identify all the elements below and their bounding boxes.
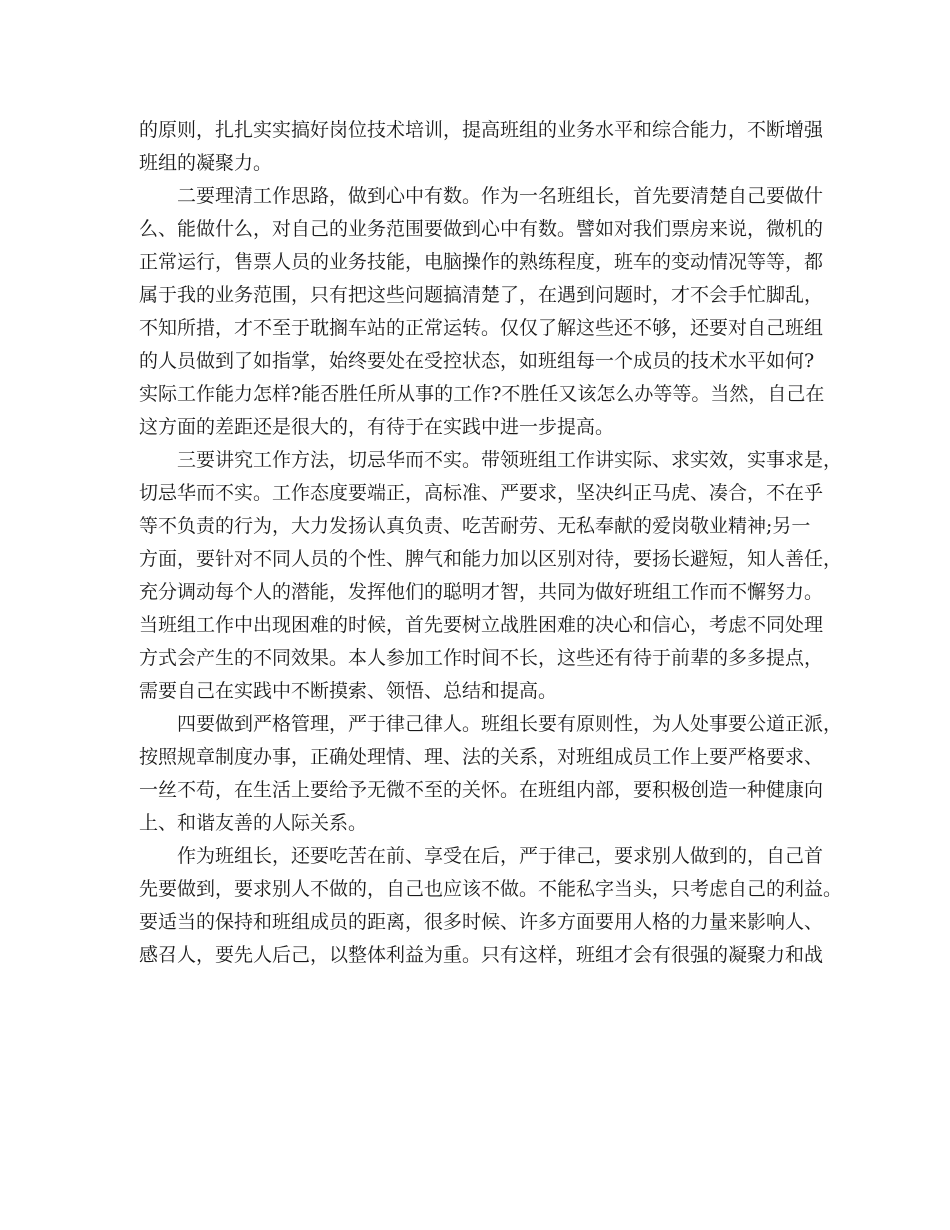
text-line: 当班组工作中出现困难的时候，首先要树立战胜困难的决心和信心，考虑不同处理	[139, 614, 824, 636]
text-line: 按照规章制度办事，正确处理情、理、法的关系，对班组成员工作上要严格要求、	[139, 746, 824, 768]
paragraph-start-line: 四要做到严格管理，严于律己律人。班组长要有原则性，为人处事要公道正派，	[177, 713, 843, 735]
text-line: 上、和谐友善的人际关系。	[139, 812, 368, 834]
text-line: 属于我的业务范围，只有把这些问题搞清楚了，在遇到问题时，才不会手忙脚乱，	[139, 284, 824, 306]
text-line: 这方面的差距还是很大的，有待于在实践中进一步提高。	[139, 416, 615, 438]
text-line: 正常运行，售票人员的业务技能，电脑操作的熟练程度，班车的变动情况等等，都	[139, 251, 824, 273]
text-line: 等不负责的行为，大力发扬认真负责、吃苦耐劳、无私奉献的爱岗敬业精神;另一	[139, 515, 811, 537]
text-line: 不知所措，才不至于耽搁车站的正常运转。仅仅了解这些还不够，还要对自己班组	[139, 317, 824, 339]
text-line: 切忌华而不实。工作态度要端正，高标准、严要求，坚决纠正马虎、凑合，不在乎	[139, 482, 824, 504]
text-line: 先要做到，要求别人不做的，自己也应该不做。不能私字当头，只考虑自己的利益。	[139, 878, 843, 900]
text-line: 么、能做什么，对自己的业务范围要做到心中有数。譬如对我们票房来说，微机的	[139, 218, 824, 240]
paragraph-start-line: 二要理清工作思路，做到心中有数。作为一名班组长，首先要清楚自己要做什	[177, 185, 824, 207]
paragraph-start-line: 三要讲究工作方法，切忌华而不实。带领班组工作讲实际、求实效，实事求是，	[177, 449, 843, 471]
text-line: 实际工作能力怎样?能否胜任所从事的工作?不胜任又该怎么办等等。当然，自己在	[139, 383, 825, 405]
text-line: 方面，要针对不同人员的个性、脾气和能力加以区别对待，要扬长避短，知人善任，	[139, 548, 843, 570]
document-body	[139, 114, 843, 972]
text-line: 充分调动每个人的潜能，发挥他们的聪明才智，共同为做好班组工作而不懈努力。	[139, 581, 824, 603]
text-line: 方式会产生的不同效果。本人参加工作时间不长，这些还有待于前辈的多多提点，	[139, 647, 824, 669]
text-line: 的人员做到了如指掌，始终要处在受控状态，如班组每一个成员的技术水平如何?	[139, 350, 815, 372]
text-line: 感召人，要先人后己，以整体利益为重。只有这样，班组才会有很强的凝聚力和战	[139, 944, 824, 966]
text-line: 要适当的保持和班组成员的距离，很多时候、许多方面要用人格的力量来影响人、	[139, 911, 824, 933]
paragraph-start-line: 作为班组长，还要吃苦在前、享受在后，严于律己，要求别人做到的，自己首	[177, 845, 824, 867]
text-line: 一丝不苟，在生活上要给予无微不至的关怀。在班组内部，要积极创造一种健康向	[139, 779, 824, 801]
text-line: 班组的凝聚力。	[139, 152, 273, 174]
text-line: 需要自己在实践中不断摸索、领悟、总结和提高。	[139, 680, 558, 702]
text-line: 的原则，扎扎实实搞好岗位技术培训，提高班组的业务水平和综合能力，不断增强	[139, 119, 824, 141]
